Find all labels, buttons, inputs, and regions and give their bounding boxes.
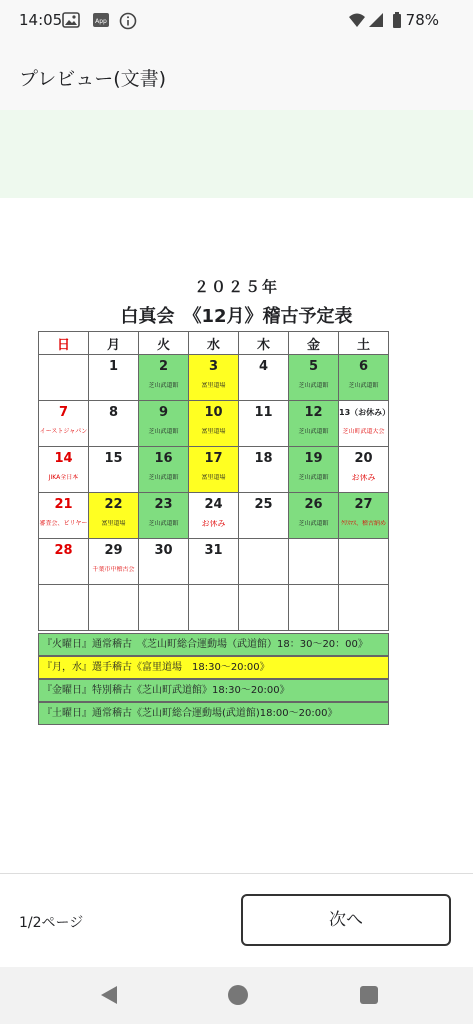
calendar-cell (239, 401, 289, 447)
day-number: 2 (158, 359, 169, 374)
calendar-cell (339, 447, 389, 493)
legend-row-friday: 『金曜日』特別稽古《芝山町武道館》18:30～20:00》 (38, 679, 389, 702)
calendar-cell (89, 585, 139, 631)
info-icon (119, 12, 137, 34)
day-number: 19 (304, 451, 323, 466)
calendar-cell (289, 447, 339, 493)
day-note: 芝山武道館 (148, 520, 179, 527)
day-number: 18 (254, 451, 273, 466)
status-time: 14:05 (19, 11, 63, 29)
day-number: 25 (254, 497, 273, 512)
day-note: 芝山武道館 (298, 428, 329, 435)
home-icon[interactable] (227, 984, 249, 1010)
calendar-cell (289, 539, 339, 585)
calendar-cell (289, 355, 339, 401)
day-note: 芝山武道館 (148, 474, 179, 481)
calendar-cell (89, 401, 139, 447)
weekday-header: 土 (339, 332, 389, 355)
status-bar (0, 0, 473, 42)
calendar-week-row (39, 355, 389, 401)
day-note: 富里道場 (101, 520, 126, 527)
legend-row-mon-wed: 『月，水』選手稽古《富里道場 18:30～20:00》 (38, 656, 389, 679)
day-note: 芝山武道館 (148, 428, 179, 435)
day-note: イーストジャパン (39, 428, 88, 435)
day-note: 富里道場 (201, 428, 226, 435)
calendar-table (38, 331, 389, 631)
calendar-cell (39, 539, 89, 585)
day-note: JIKA全日本 (48, 474, 79, 481)
day-number: 31 (204, 543, 223, 558)
recents-icon[interactable] (358, 984, 380, 1010)
day-number: 7 (58, 405, 69, 420)
calendar-cell (39, 493, 89, 539)
calendar-cell (339, 401, 389, 447)
day-number: 26 (304, 497, 323, 512)
day-number: 21 (54, 497, 73, 512)
day-number: 23 (154, 497, 173, 512)
calendar-week-row (39, 493, 389, 539)
day-number: 5 (308, 359, 319, 374)
day-number: 3 (208, 359, 219, 374)
svg-text:App: App (95, 18, 107, 25)
calendar-cell (139, 493, 189, 539)
back-icon[interactable] (98, 984, 120, 1010)
calendar-week-row (39, 447, 389, 493)
calendar-cell (89, 539, 139, 585)
day-note: 芝山町武道大会 (342, 428, 385, 435)
calendar-cell (39, 447, 89, 493)
weekday-header: 木 (239, 332, 289, 355)
calendar-cell (239, 493, 289, 539)
calendar-cell (89, 447, 139, 493)
calendar-cell (189, 539, 239, 585)
day-number: 16 (154, 451, 173, 466)
calendar-cell (139, 401, 189, 447)
day-note: 芝山武道館 (348, 382, 379, 389)
weekday-header: 月 (89, 332, 139, 355)
calendar-cell (339, 539, 389, 585)
bottom-bar (0, 873, 473, 968)
day-note: 審査会、ビリヤー (39, 520, 88, 527)
day-number: 13（お休み） (339, 408, 391, 417)
day-note: 芝山武道館 (298, 520, 329, 527)
day-number: 12 (304, 405, 323, 420)
calendar-cell (339, 493, 389, 539)
calendar-week-row (39, 401, 389, 447)
day-number: 8 (108, 405, 119, 420)
day-number: 29 (104, 543, 123, 558)
legend-row-tuesday: 『火曜日』通常稽古 《芝山町総合運動場（武道館）18：30～20：00》 (38, 633, 389, 656)
calendar-cell (189, 447, 239, 493)
day-number: 27 (354, 497, 373, 512)
weekday-header: 日 (39, 332, 89, 355)
gallery-icon (62, 12, 80, 32)
page-title: プレビュー(文書) (19, 68, 167, 90)
day-number: 22 (104, 497, 123, 512)
document-title: 白真会 《12月》稽古予定表 (120, 306, 353, 327)
day-number: 24 (204, 497, 223, 512)
calendar-week-row (39, 585, 389, 631)
day-number: 6 (358, 359, 369, 374)
calendar-cell (189, 493, 239, 539)
signal-icon (368, 12, 384, 32)
next-button[interactable]: 次へ (241, 894, 451, 946)
day-number: 1 (108, 359, 119, 374)
day-note: 芝山武道館 (298, 474, 329, 481)
wifi-icon (348, 12, 366, 32)
calendar-cell (139, 355, 189, 401)
day-note: ｸﾘｽﾏｽ、稽古納め (340, 520, 386, 527)
day-number: 9 (158, 405, 169, 420)
day-number: 17 (204, 451, 223, 466)
calendar-cell (239, 585, 289, 631)
calendar-cell (189, 401, 239, 447)
day-number: 14 (54, 451, 73, 466)
header-banner (0, 110, 473, 198)
document-year: ２０２５年 (193, 278, 279, 296)
calendar-cell (189, 585, 239, 631)
calendar-cell (39, 401, 89, 447)
calendar-cell (339, 585, 389, 631)
calendar-cell (289, 585, 339, 631)
day-note: 富里道場 (201, 474, 226, 481)
day-number: 20 (354, 451, 373, 466)
calendar-cell (89, 355, 139, 401)
calendar-cell (89, 493, 139, 539)
calendar-cell (189, 355, 239, 401)
calendar-cell (139, 539, 189, 585)
calendar-week-row (39, 539, 389, 585)
day-note: 芝山武道館 (298, 382, 329, 389)
day-note: 芝山武道館 (148, 382, 179, 389)
day-note: お休み (201, 520, 226, 528)
weekday-header: 火 (139, 332, 189, 355)
day-number: 30 (154, 543, 173, 558)
day-number: 15 (104, 451, 123, 466)
calendar-cell (39, 355, 89, 401)
app-header (0, 42, 473, 110)
calendar-cell (239, 539, 289, 585)
day-number: 10 (204, 405, 223, 420)
battery-percent: 78% (405, 11, 439, 29)
calendar-cell (339, 355, 389, 401)
calendar-cell (289, 493, 339, 539)
day-number: 28 (54, 543, 73, 558)
page-indicator: 1/2ページ (19, 915, 84, 931)
calendar-cell (239, 355, 289, 401)
app-notification-icon (92, 12, 110, 32)
day-note: お休み (351, 474, 376, 482)
calendar-cell (239, 447, 289, 493)
day-number: 11 (254, 405, 273, 420)
calendar-header-row (39, 332, 389, 355)
day-note: 富里道場 (201, 382, 226, 389)
weekday-header: 水 (189, 332, 239, 355)
day-note: 千葉市中稽古会 (92, 566, 135, 573)
calendar-cell (139, 447, 189, 493)
calendar-cell (139, 585, 189, 631)
calendar-cell (289, 401, 339, 447)
legend-row-saturday: 『土曜日』通常稽古《芝山町総合運動場(武道館)18:00～20:00》 (38, 702, 389, 725)
day-number: 4 (258, 359, 269, 374)
weekday-header: 金 (289, 332, 339, 355)
battery-icon (392, 12, 402, 33)
calendar-cell (39, 585, 89, 631)
system-nav-bar (0, 967, 473, 1024)
